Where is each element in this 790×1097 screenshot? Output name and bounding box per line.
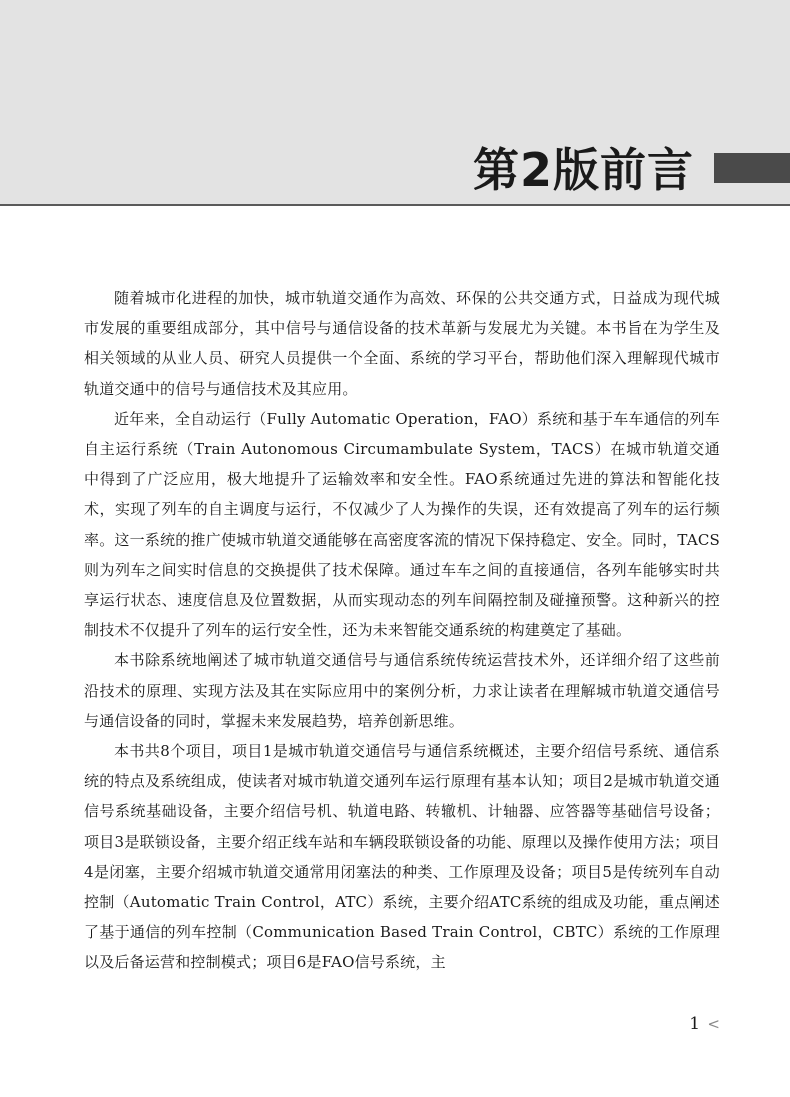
page-footer bbox=[689, 1014, 720, 1034]
paragraph: 本书共8个项目，项目1是城市轨道交通信号与通信系统概述，主要介绍信号系统、通信系统的特点及系统组成，使读者对城市轨道交通列车运行原理有基本认知；项目2是城市轨道交通信号系统基础设备，主要介绍信号机、轨道电路、转辙机、计轴器、应答器等基础信号设备；项目3是联锁设备，主要介绍正线车站和车辆段联锁设备的功能、原理以及操作使用方法；项目4是闭塞，主要介绍城市轨道交通常用闭塞法的种类、工作原理及设备；项目5是传统列车自动控制（Automatic Train Control，ATC）系统，主要介绍ATC系统的组成及功能，重点阐述了基于通信的列车控制（Communication Based Train Control，CBTC）系统的工作原理以及后备运营和控制模式；项目6是FAO信号系统，主 bbox=[84, 742, 720, 972]
body-text bbox=[84, 283, 720, 978]
title-decor-bar bbox=[714, 153, 790, 183]
page-number: 1 bbox=[689, 1014, 701, 1034]
paragraph: 近年来，全自动运行（Fully Automatic Operation，FAO）系统和基于车车通信的列车自主运行系统（Train Autonomous Circumambulate System，TACS）在城市轨道交通中得到了广泛应用，极大地提升了运输效率和安全性。FAO系统通过先进的算法和智能化技术，实现了列车的自主调度与运行，不仅减少了人为操作的失误，还有效提高了列车的运行频率。这一系统的推广使城市轨道交通能够在高密度客流的情况下保持稳定、安全。同时，TACS则为列车之间实时信息的交换提供了技术保障。通过车车之间的直接通信，各列车能够实时共享运行状态、速度信息及位置数据，从而实现动态的列车间隔控制及碰撞预警。这种新兴的控制技术不仅提升了列车的运行安全性，还为未来智能交通系统的构建奠定了基础。 bbox=[84, 409, 720, 640]
page-title: 第2版前言 bbox=[472, 143, 694, 197]
page-mark: < bbox=[707, 1015, 720, 1033]
paragraph: 随着城市化进程的加快，城市轨道交通作为高效、环保的公共交通方式，日益成为现代城市发展的重要组成部分，其中信号与通信设备的技术革新与发展尤为关键。本书旨在为学生及相关领域的从业人员、研究人员提供一个全面、系统的学习平台，帮助他们深入理解现代城市轨道交通中的信号与通信技术及其应用。 bbox=[84, 289, 720, 398]
paragraph: 本书除系统地阐述了城市轨道交通信号与通信系统传统运营技术外，还详细介绍了这些前沿技术的原理、实现方法及其在实际应用中的案例分析，力求让读者在理解城市轨道交通信号与通信设备的同时，掌握未来发展趋势，培养创新思维。 bbox=[84, 651, 720, 730]
chapter-header-band bbox=[0, 0, 790, 206]
